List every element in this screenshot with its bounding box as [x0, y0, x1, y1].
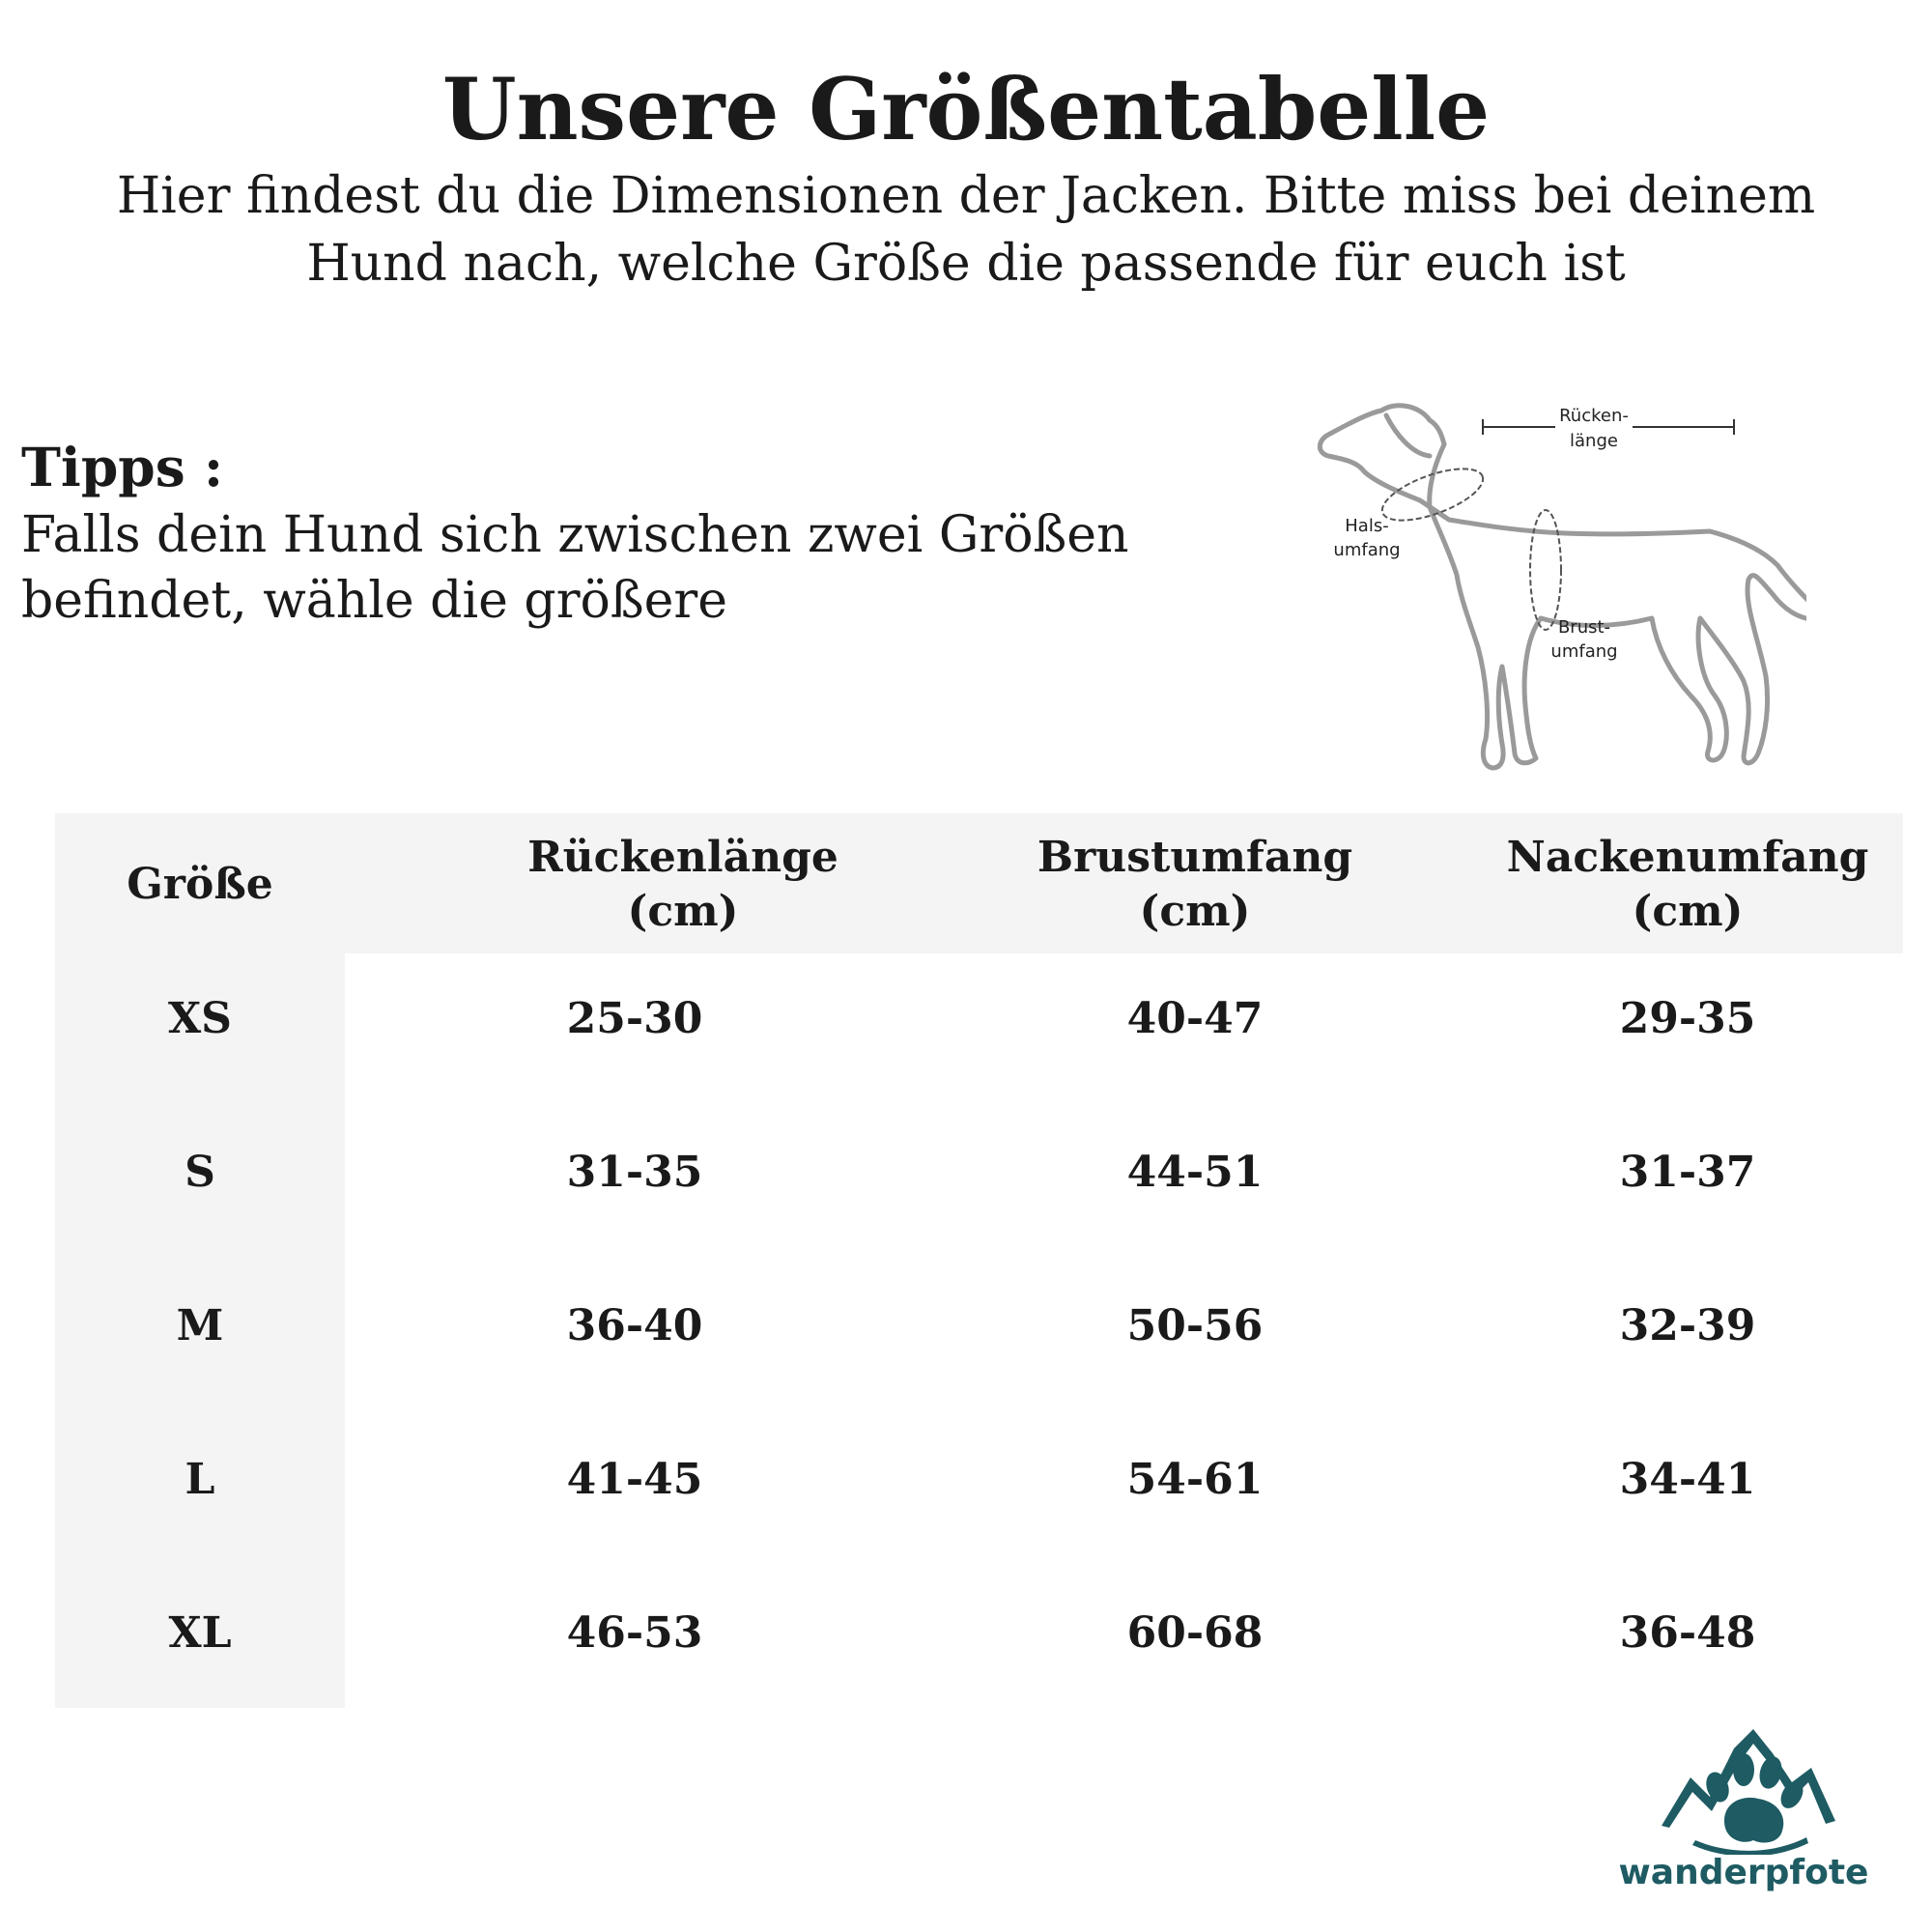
table-row-neck: 29-35 [1619, 994, 1756, 1043]
header-size: Größe [127, 860, 273, 909]
brand-name: wanderpfote [1618, 1853, 1869, 1892]
table-row-neck: 31-37 [1619, 1148, 1756, 1197]
page-title: Unsere Größentabelle [441, 59, 1491, 159]
chest-circumference-label-2: umfang [1550, 641, 1618, 662]
tips-section [21, 433, 1258, 634]
table-row-size: XS [168, 994, 232, 1043]
table-row-neck: 36-48 [1619, 1608, 1756, 1658]
table-row-size: L [185, 1455, 215, 1504]
brand-logo [1604, 1710, 1884, 1903]
table-row-neck: 32-39 [1619, 1301, 1756, 1350]
table-row-chest: 50-56 [1126, 1301, 1264, 1350]
table-row-neck: 34-41 [1619, 1455, 1756, 1504]
tips-title: Tipps : [21, 436, 224, 498]
table-row-back: 36-40 [566, 1301, 703, 1350]
table-row-back: 31-35 [566, 1148, 703, 1197]
back-length-label: Rücken- [1559, 406, 1629, 426]
header-back-length: Rückenlänge (cm) [527, 833, 838, 936]
header-neck: Nackenumfang (cm) [1506, 833, 1869, 936]
table-row-back: 25-30 [566, 994, 703, 1043]
header-chest: Brustumfang (cm) [1037, 833, 1353, 936]
table-row-chest: 40-47 [1126, 994, 1264, 1043]
chest-circumference-label: Brust- [1557, 617, 1611, 638]
size-table [55, 813, 1903, 1708]
table-row-back: 41-45 [566, 1455, 703, 1504]
table-row-chest: 54-61 [1126, 1455, 1264, 1504]
neck-circumference-label-2: umfang [1333, 540, 1401, 560]
paw-mountain-icon [1604, 1710, 1884, 1855]
dog-measurement-diagram [1304, 386, 1806, 782]
tips-text: Falls dein Hund sich zwischen zwei Größen befindet, wähle die größere [21, 506, 1129, 630]
table-row-size: XL [168, 1608, 232, 1658]
table-row-back: 46-53 [566, 1608, 703, 1658]
page-subtitle: Hier findest du die Dimensionen der Jacken. Bitte miss bei deinem Hund nach, welche Größe die passende für euch ist [116, 167, 1816, 293]
table-row-size: M [176, 1301, 224, 1350]
neck-circumference-label: Hals- [1345, 516, 1389, 536]
dog-outline-icon [1304, 386, 1806, 782]
back-length-label-2: länge [1570, 431, 1618, 451]
table-row-chest: 60-68 [1126, 1608, 1264, 1658]
table-row-chest: 44-51 [1126, 1148, 1264, 1197]
table-row-size: S [185, 1148, 215, 1197]
size-column-background [55, 813, 345, 1708]
